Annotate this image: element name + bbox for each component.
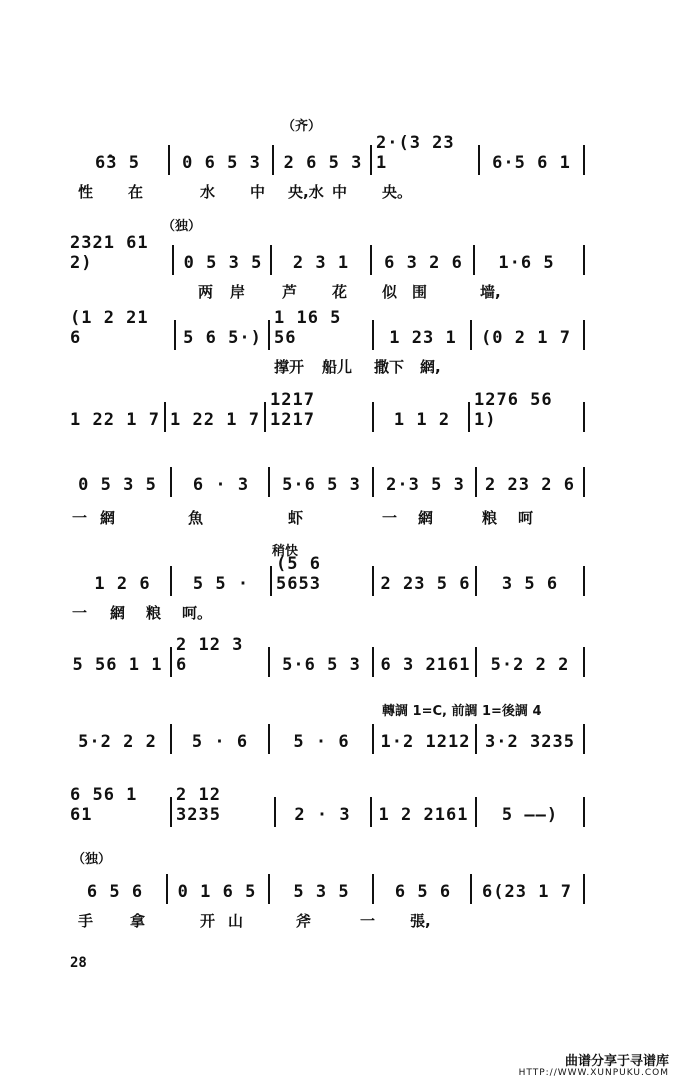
notes-row bbox=[70, 133, 590, 183]
measure: 5 6 5·) bbox=[183, 328, 262, 348]
barline bbox=[264, 402, 266, 432]
barline bbox=[583, 402, 585, 432]
lyric: 虾 bbox=[288, 509, 304, 527]
annotation: 轉調 1=C, 前調 1=後調 4 bbox=[382, 704, 542, 719]
annotation: 稍快 bbox=[272, 544, 299, 559]
watermark-title: 曲谱分享于寻谱库 bbox=[564, 1054, 669, 1069]
measure: 2 · 3 bbox=[294, 805, 351, 825]
barline bbox=[274, 797, 276, 827]
barline bbox=[372, 647, 374, 677]
lyric: 一 bbox=[72, 509, 88, 527]
barline bbox=[370, 797, 372, 827]
barline bbox=[475, 467, 477, 497]
lyric: 芦 bbox=[282, 283, 298, 301]
barline bbox=[583, 874, 585, 904]
barline bbox=[473, 245, 475, 275]
barline bbox=[268, 874, 270, 904]
measure: (0 2 1 7 bbox=[481, 328, 571, 348]
measure: 1·6 5 bbox=[498, 253, 555, 273]
barline bbox=[470, 320, 472, 350]
barline bbox=[372, 724, 374, 754]
notes-row bbox=[70, 308, 590, 358]
measure: 1 16 5 56 bbox=[274, 308, 342, 348]
barline bbox=[583, 647, 585, 677]
barline bbox=[478, 145, 480, 175]
barline bbox=[475, 566, 477, 596]
barline bbox=[268, 320, 270, 350]
barline bbox=[268, 724, 270, 754]
lyric: 岸 bbox=[230, 283, 246, 301]
measure: 5 ——) bbox=[501, 805, 559, 825]
notes-row bbox=[70, 554, 590, 604]
annotation: （独） bbox=[162, 219, 202, 234]
lyric: 粮 bbox=[146, 604, 162, 622]
measure: 1276 56 1) bbox=[474, 390, 553, 430]
notes-row bbox=[70, 635, 590, 685]
notes-row bbox=[70, 785, 590, 835]
lyric: 呵 bbox=[518, 509, 534, 527]
barline bbox=[583, 797, 585, 827]
measure: 5·6 5 3 bbox=[282, 655, 361, 675]
measure: 2 3 1 bbox=[292, 253, 350, 273]
lyric: 呵。 bbox=[182, 604, 213, 622]
lyric: 一 bbox=[360, 912, 376, 930]
barline bbox=[170, 467, 172, 497]
measure: 6 · 3 bbox=[192, 475, 250, 495]
notes-row bbox=[70, 872, 590, 912]
measure: 6(23 1 7 bbox=[482, 882, 572, 902]
lyric: 两 bbox=[198, 283, 214, 301]
lyric: 水 bbox=[200, 183, 216, 201]
barline bbox=[272, 145, 274, 175]
measure: 2·3 5 3 bbox=[386, 475, 465, 495]
lyric: 撑开 bbox=[274, 358, 305, 376]
lyric: 山 bbox=[228, 912, 244, 930]
notes-row bbox=[70, 390, 590, 440]
measure: 5·2 2 2 bbox=[78, 732, 157, 752]
barline bbox=[370, 245, 372, 275]
measure: 6̂3 5 bbox=[95, 153, 140, 173]
barline bbox=[468, 402, 470, 432]
barline bbox=[583, 245, 585, 275]
page-number: 28 bbox=[70, 955, 87, 971]
measure: 1217 1217 bbox=[270, 390, 315, 430]
barline bbox=[170, 724, 172, 754]
barline bbox=[372, 402, 374, 432]
barline bbox=[168, 145, 170, 175]
lyric: 魚 bbox=[188, 509, 204, 527]
lyric: 網, bbox=[420, 358, 441, 376]
measure: 5 5 · bbox=[192, 574, 250, 594]
lyric: 开 bbox=[200, 912, 216, 930]
measure: 5·2 2 2 bbox=[490, 655, 570, 675]
barline bbox=[583, 145, 585, 175]
lyric: 在 bbox=[128, 183, 144, 201]
lyric: 中 bbox=[250, 183, 266, 201]
measure: 1 1 2 bbox=[393, 410, 451, 430]
measure: 1 23 1 bbox=[389, 328, 457, 348]
notes-row bbox=[70, 722, 590, 762]
measure: 0 5 3 5 bbox=[183, 253, 263, 273]
lyric: 船儿 bbox=[322, 358, 353, 376]
barline bbox=[372, 467, 374, 497]
barline bbox=[164, 402, 166, 432]
measure: 5·6 5 3 bbox=[282, 475, 361, 495]
annotation: （独） bbox=[72, 852, 112, 867]
measure: 1·2 1212 bbox=[380, 732, 471, 752]
barline bbox=[475, 797, 477, 827]
barline bbox=[170, 797, 172, 827]
barline bbox=[470, 874, 472, 904]
measure: 6 5 6 bbox=[394, 882, 452, 902]
measure: (1 2 21 6 bbox=[70, 308, 149, 348]
measure: 2 23 2 6 bbox=[485, 475, 575, 495]
barline bbox=[372, 874, 374, 904]
lyric: 性 bbox=[78, 183, 94, 201]
measure: 2 23 5 6 bbox=[380, 574, 471, 594]
lyric: 拿 bbox=[130, 912, 146, 930]
measure: 2·(3 23 1 bbox=[376, 133, 455, 173]
barline bbox=[372, 320, 374, 350]
measure: 5 56 1 1 bbox=[72, 655, 163, 675]
barline bbox=[270, 245, 272, 275]
barline bbox=[583, 724, 585, 754]
annotation: （齐） bbox=[282, 119, 322, 134]
barline bbox=[268, 467, 270, 497]
lyric: 粮 bbox=[482, 509, 498, 527]
lyric: 網 bbox=[110, 604, 126, 622]
notes-row bbox=[70, 465, 590, 505]
barline bbox=[583, 467, 585, 497]
watermark-url: HTTP://WWW.XUNPUKU.COM bbox=[518, 1068, 669, 1078]
barline bbox=[270, 566, 272, 596]
measure: 6 5 6 bbox=[86, 882, 144, 902]
lyric: 墙, bbox=[480, 283, 501, 301]
measure: 0 6 5 3 bbox=[182, 153, 261, 173]
measure: 5 · 6 bbox=[191, 732, 249, 752]
measure: 2 6 5 3 bbox=[283, 153, 363, 173]
barline bbox=[372, 566, 374, 596]
measure: 0 5 3 5 bbox=[78, 475, 157, 495]
lyric: 網 bbox=[100, 509, 116, 527]
measure: 6 3 2 6 bbox=[384, 253, 463, 273]
barline bbox=[583, 566, 585, 596]
measure: 5 3 5 bbox=[293, 882, 350, 902]
measure: 2 12 3 6 bbox=[176, 635, 244, 675]
measure: 6 3 2161 bbox=[380, 655, 471, 675]
measure: 3·2 3235 bbox=[485, 732, 575, 752]
measure: 6·5 6 1 bbox=[492, 153, 571, 173]
measure: (5 6 5653 bbox=[276, 554, 321, 594]
lyric: 撒下 bbox=[374, 358, 405, 376]
measure: 6 56 1 61 bbox=[70, 785, 138, 825]
measure: 1 2 2161 bbox=[378, 805, 469, 825]
lyric: 網 bbox=[418, 509, 434, 527]
barline bbox=[268, 647, 270, 677]
lyric: 围 bbox=[412, 283, 428, 301]
lyric: 花 bbox=[332, 283, 348, 301]
barline bbox=[170, 647, 172, 677]
measure: 0 1 6 5 bbox=[177, 882, 257, 902]
barline bbox=[475, 724, 477, 754]
barline bbox=[166, 874, 168, 904]
lyric: 手 bbox=[78, 912, 94, 930]
barline bbox=[170, 566, 172, 596]
lyric: 一 bbox=[382, 509, 398, 527]
measure: 2 12 3235 bbox=[176, 785, 221, 825]
lyric: 斧 bbox=[296, 912, 312, 930]
measure: 5 · 6 bbox=[293, 732, 350, 752]
barline bbox=[172, 245, 174, 275]
barline bbox=[174, 320, 176, 350]
lyric: 央。 bbox=[382, 183, 413, 201]
measure: 1 22 1 7 bbox=[170, 410, 260, 430]
measure: 1 22 1 7 bbox=[70, 410, 160, 430]
lyric: 央,水 bbox=[288, 183, 324, 201]
notes-row bbox=[70, 233, 590, 283]
measure: 2321 61 2) bbox=[70, 233, 149, 273]
lyric: 一 bbox=[72, 604, 88, 622]
barline bbox=[370, 145, 372, 175]
measure: 1 2 6 bbox=[94, 574, 151, 594]
lyric: 中 bbox=[332, 183, 348, 201]
barline bbox=[475, 647, 477, 677]
barline bbox=[583, 320, 585, 350]
lyric: 似 bbox=[382, 283, 398, 301]
measure: 3 5 6 bbox=[501, 574, 559, 594]
lyric: 張, bbox=[410, 912, 431, 930]
